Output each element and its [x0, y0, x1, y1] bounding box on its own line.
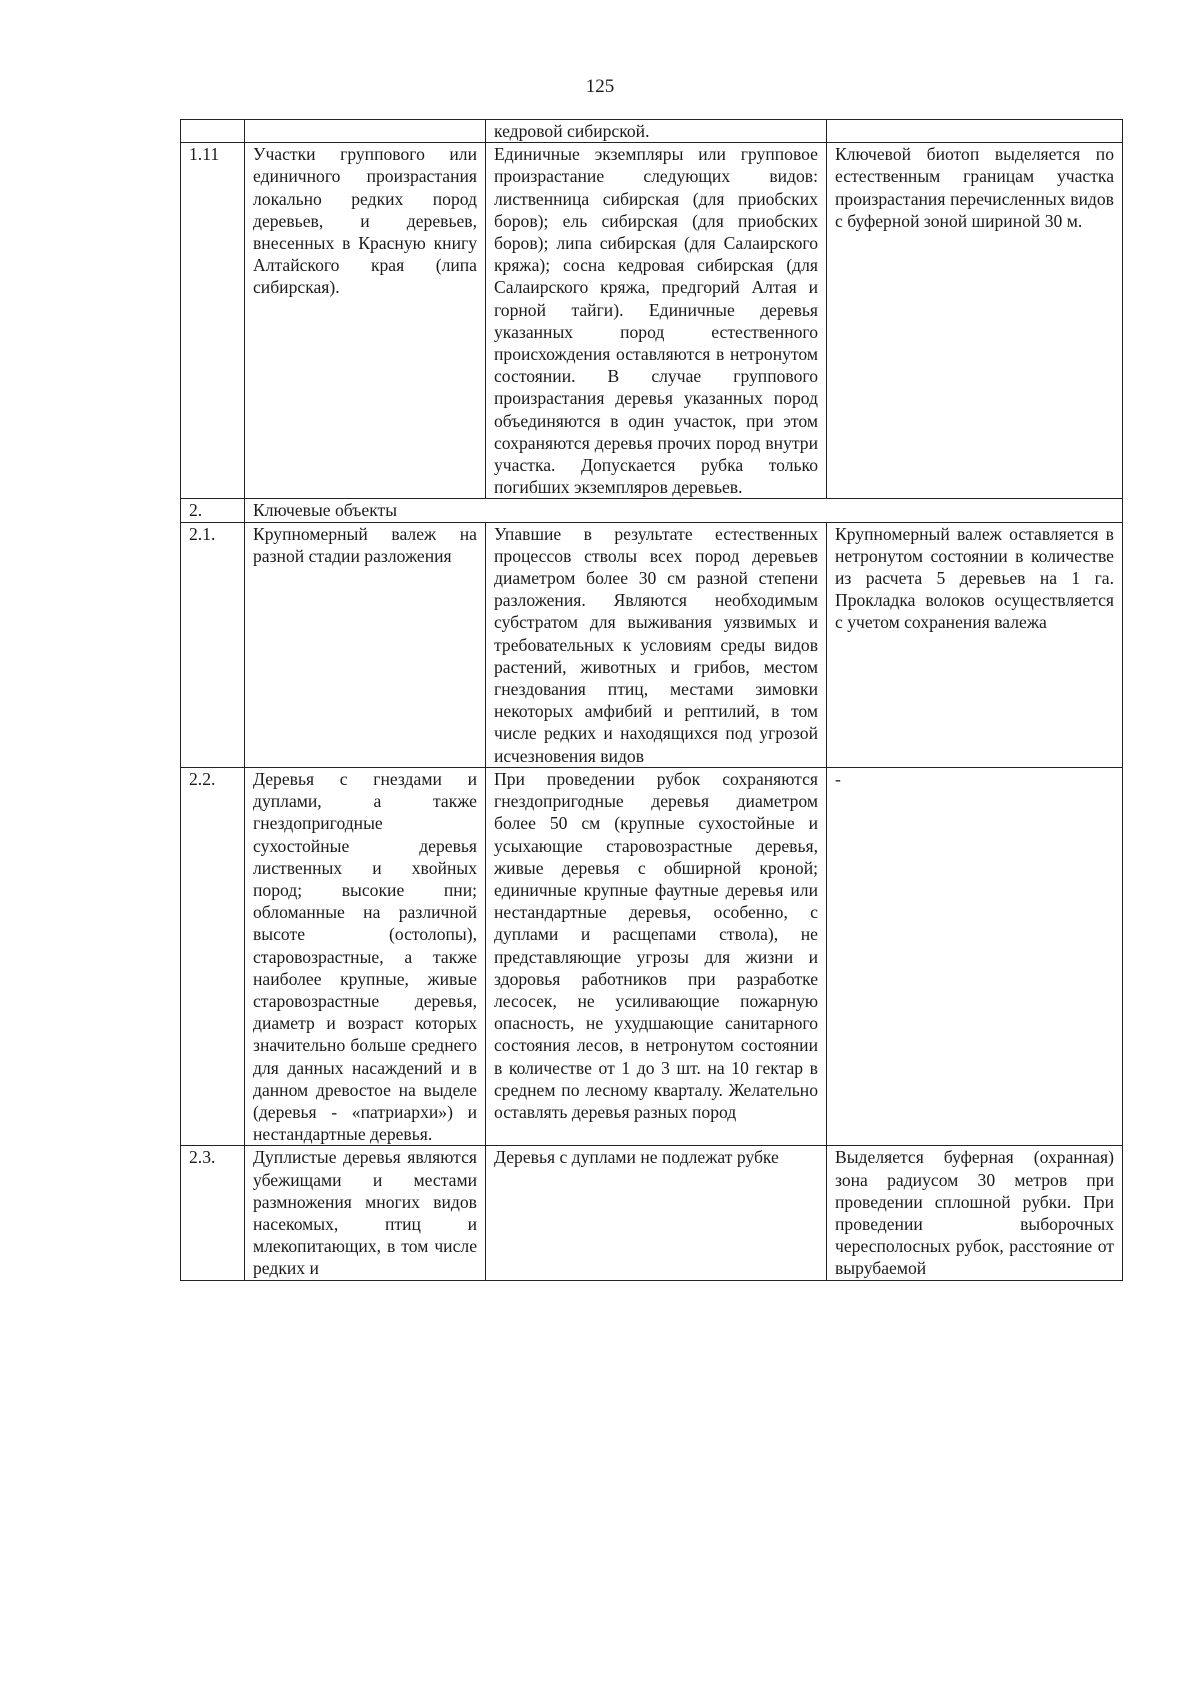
- row-number: 1.11: [181, 143, 245, 499]
- section-heading-row: [181, 499, 1123, 522]
- table-row: [181, 767, 1123, 1145]
- page-number: 125: [585, 76, 615, 97]
- table-row: [181, 1146, 1123, 1280]
- object-cell: Деревья с гнездами и дуплами, а также гнездопригодные сухостойные деревья лиственных и хвойных пород; высокие пни; обломанные на различной высоте (остолопы), старовозрастные, а также наиболее крупные, живые старовозрастные деревья, диаметр и возраст которых значительно больше среднего для данных насаждений и в данном древостое на выделе (деревья - «патриархи») и нестандартные деревья.: [245, 767, 486, 1145]
- description-cell: Единичные экземпляры или групповое произрастание следующих видов: лиственница сибирская (для приобских боров); ель сибирская (для приобских боров); липа сибирская (для Салаирского кряжа); сосна кедровая сибирская (для Салаирского кряжа, предгорий Алтая и горной тайги). Единичные деревья указанных пород естественного происхождения оставляются в нетронутом состоянии. В случае группового произрастания деревья указанных пород объединяются в один участок, при этом сохраняются деревья прочих пород внутри участка. Допускается рубка только погибших экземпляров деревьев.: [486, 143, 827, 499]
- key-objects-table: [180, 119, 1123, 1281]
- description-cell: Деревья с дуплами не подлежат рубке: [486, 1146, 827, 1280]
- description-cell: кедровой сибирской.: [486, 120, 827, 143]
- object-cell: Участки группового или единичного произрастания локально редких пород деревьев, и деревьев, внесенных в Красную книгу Алтайского края (липа сибирская).: [245, 143, 486, 499]
- table-row: [181, 522, 1123, 767]
- row-number: 2.: [181, 499, 245, 522]
- description-cell: Упавшие в результате естественных процессов стволы всех пород деревьев диаметром более 30 см разной степени разложения. Являются необходимым субстратом для выживания уязвимых и требовательных к условиям среды видов растений, животных и грибов, местом гнездования птиц, местами зимовки некоторых амфибий и рептилий, в том числе редких и находящихся под угрозой исчезновения видов: [486, 522, 827, 767]
- description-cell: При проведении рубок сохраняются гнездопригодные деревья диаметром более 50 см (крупные сухостойные и усыхающие старовозрастные деревья, живые деревья с обширной кроной; единичные крупные фаутные деревья или нестандартные деревья, особенно, с дуплами и расщепами ствола), не представляющие угрозы для жизни и здоровья работников при разработке лесосек, не усиливающие пожарную опасность, не ухудшающие санитарного состояния лесов, в нетронутом состоянии в количестве от 1 до 3 шт. на 10 гектар в среднем по лесному кварталу. Желательно оставлять деревья разных пород: [486, 767, 827, 1145]
- measures-cell: -: [827, 767, 1123, 1145]
- row-number: 2.2.: [181, 767, 245, 1145]
- object-cell: Крупномерный валеж на разной стадии разложения: [245, 522, 486, 767]
- measures-cell: [827, 120, 1123, 143]
- section-heading: Ключевые объекты: [245, 499, 1123, 522]
- row-number: [181, 120, 245, 143]
- measures-cell: Ключевой биотоп выделяется по естественным границам участка произрастания перечисленных видов с буферной зоной шириной 30 м.: [827, 143, 1123, 499]
- table-row: [181, 143, 1123, 499]
- object-cell: [245, 120, 486, 143]
- table-row: [181, 120, 1123, 143]
- row-number: 2.3.: [181, 1146, 245, 1280]
- measures-cell: Крупномерный валеж оставляется в нетронутом состоянии в количестве из расчета 5 деревьев на 1 га. Прокладка волоков осуществляется с учетом сохранения валежа: [827, 522, 1123, 767]
- measures-cell: Выделяется буферная (охранная) зона радиусом 30 метров при проведении сплошной рубки. При проведении выборочных чересполосных рубок, расстояние от вырубаемой: [827, 1146, 1123, 1280]
- row-number: 2.1.: [181, 522, 245, 767]
- object-cell: Дуплистые деревья являются убежищами и местами размножения многих видов насекомых, птиц и млекопитающих, в том числе редких и: [245, 1146, 486, 1280]
